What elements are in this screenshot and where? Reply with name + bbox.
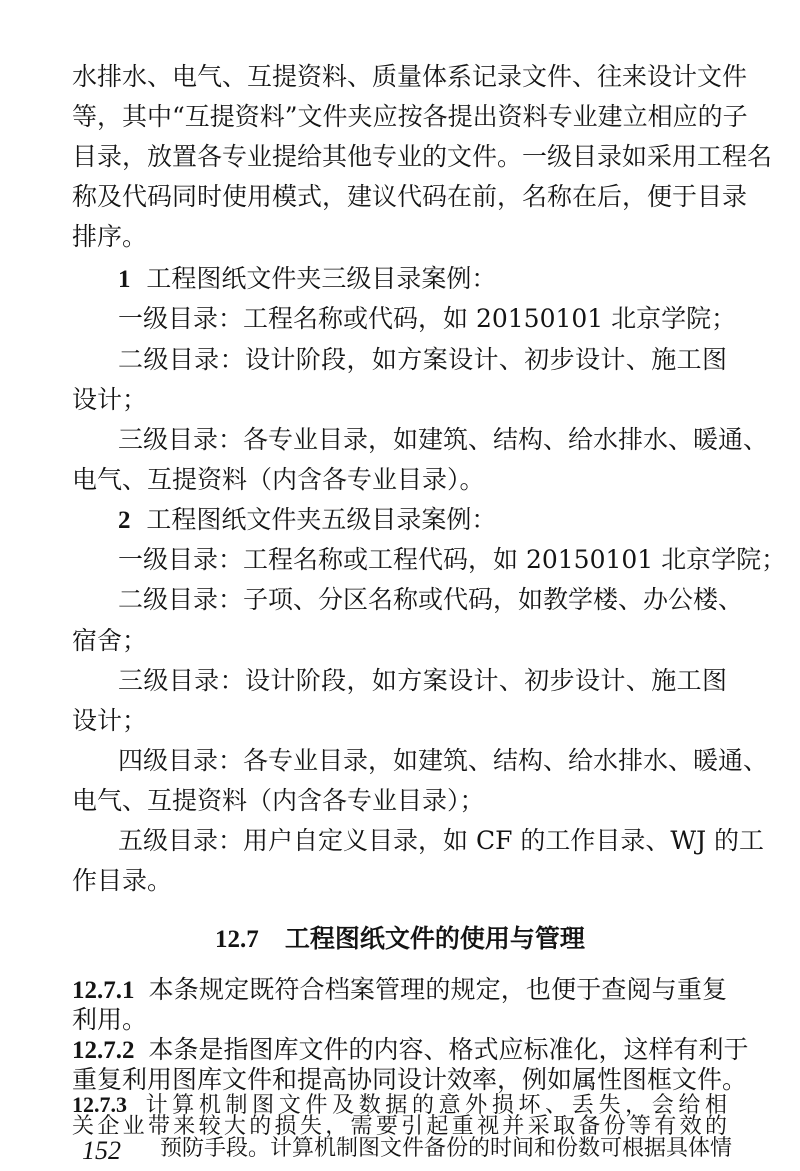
clause-12-7-2-line-b: 重复利用图库文件和提高协同设计效率，例如属性图框文件。 [72, 1065, 748, 1094]
section-title: 工程图纸文件的使用与管理 [284, 924, 585, 953]
case2-level3-line-a: 三级目录：设计阶段，如方案设计、初步设计、施工图 [118, 666, 727, 695]
case2-level2-line-b: 宿舍； [72, 626, 148, 655]
clause-12-7-3-line-c: 预防手段。计算机制图文件备份的时间和份数可根据具体情 [160, 1136, 733, 1161]
clause-12-7-1-line-a [72, 975, 727, 1006]
case2-level4-line-a: 四级目录：各专业目录，如建筑、结构、给水排水、暖通、 [118, 746, 769, 775]
case1-level3-line-b: 电气、互提资料（内含各专业目录）。 [72, 465, 485, 494]
case2-level5-line-a: 五级目录：用户自定义目录，如 CF 的工作目录、WJ 的工 [118, 826, 765, 855]
case2-level3-line-b: 设计； [72, 706, 148, 735]
case1-title: 工程图纸文件夹三级目录案例： [146, 264, 497, 293]
case2-heading [118, 505, 496, 536]
section-number: 12.7 [215, 926, 259, 953]
case2-level5-line-b: 作目录。 [72, 866, 173, 895]
case1-level3-line-a: 三级目录：各专业目录，如建筑、结构、给水排水、暖通、 [118, 425, 769, 454]
intro-line-5: 排序。 [72, 222, 148, 251]
intro-line-2: 等，其中“互提资料”文件夹应按各提出资料专业建立相应的子 [72, 102, 748, 131]
section-heading [0, 924, 800, 955]
intro-line-3: 目录，放置各专业提给其他专业的文件。一级目录如采用工程名 [72, 142, 773, 171]
case2-level1: 一级目录：工程名称或工程代码，如 20150101 北京学院； [118, 545, 787, 574]
clause-12-7-2-text-a: 本条是指图库文件的内容、格式应标准化，这样有利于 [148, 1035, 749, 1064]
clause-12-7-1-line-b: 利用。 [72, 1005, 148, 1034]
intro-line-4: 称及代码同时使用模式，建议代码在前，名称在后，便于目录 [72, 182, 748, 211]
case1-level2-line-b: 设计； [72, 385, 148, 414]
clause-12-7-3-text-a: 计算机制图文件及数据的意外损坏、丢失，会给相 [141, 1093, 727, 1118]
case1-number: 1 [118, 266, 131, 293]
page-number: 152 [82, 1136, 121, 1165]
case2-level2-line-a: 二级目录：子项、分区名称或代码，如教学楼、办公楼、 [118, 585, 744, 614]
clause-12-7-2-line-a [72, 1035, 749, 1066]
case1-level1: 一级目录：工程名称或代码，如 20150101 北京学院； [118, 304, 737, 333]
case2-number: 2 [118, 507, 131, 534]
clause-12-7-3-line-b: 关企业带来较大的损失，需要引起重视并采取备份等有效的 [72, 1114, 727, 1139]
intro-line-1: 水排水、电气、互提资料、质量体系记录文件、往来设计文件 [72, 62, 748, 91]
case1-level2-line-a: 二级目录：设计阶段，如方案设计、初步设计、施工图 [118, 345, 727, 374]
case2-level4-line-b: 电气、互提资料（内含各专业目录）； [72, 786, 485, 815]
case1-heading [118, 264, 496, 295]
clause-12-7-2-number: 12.7.2 [72, 1037, 135, 1064]
case2-title: 工程图纸文件夹五级目录案例： [146, 505, 497, 534]
clause-12-7-3-number: 12.7.3 [72, 1092, 127, 1117]
clause-12-7-1-number: 12.7.1 [72, 977, 135, 1004]
clause-12-7-1-text-a: 本条规定既符合档案管理的规定，也便于查阅与重复 [148, 975, 727, 1004]
